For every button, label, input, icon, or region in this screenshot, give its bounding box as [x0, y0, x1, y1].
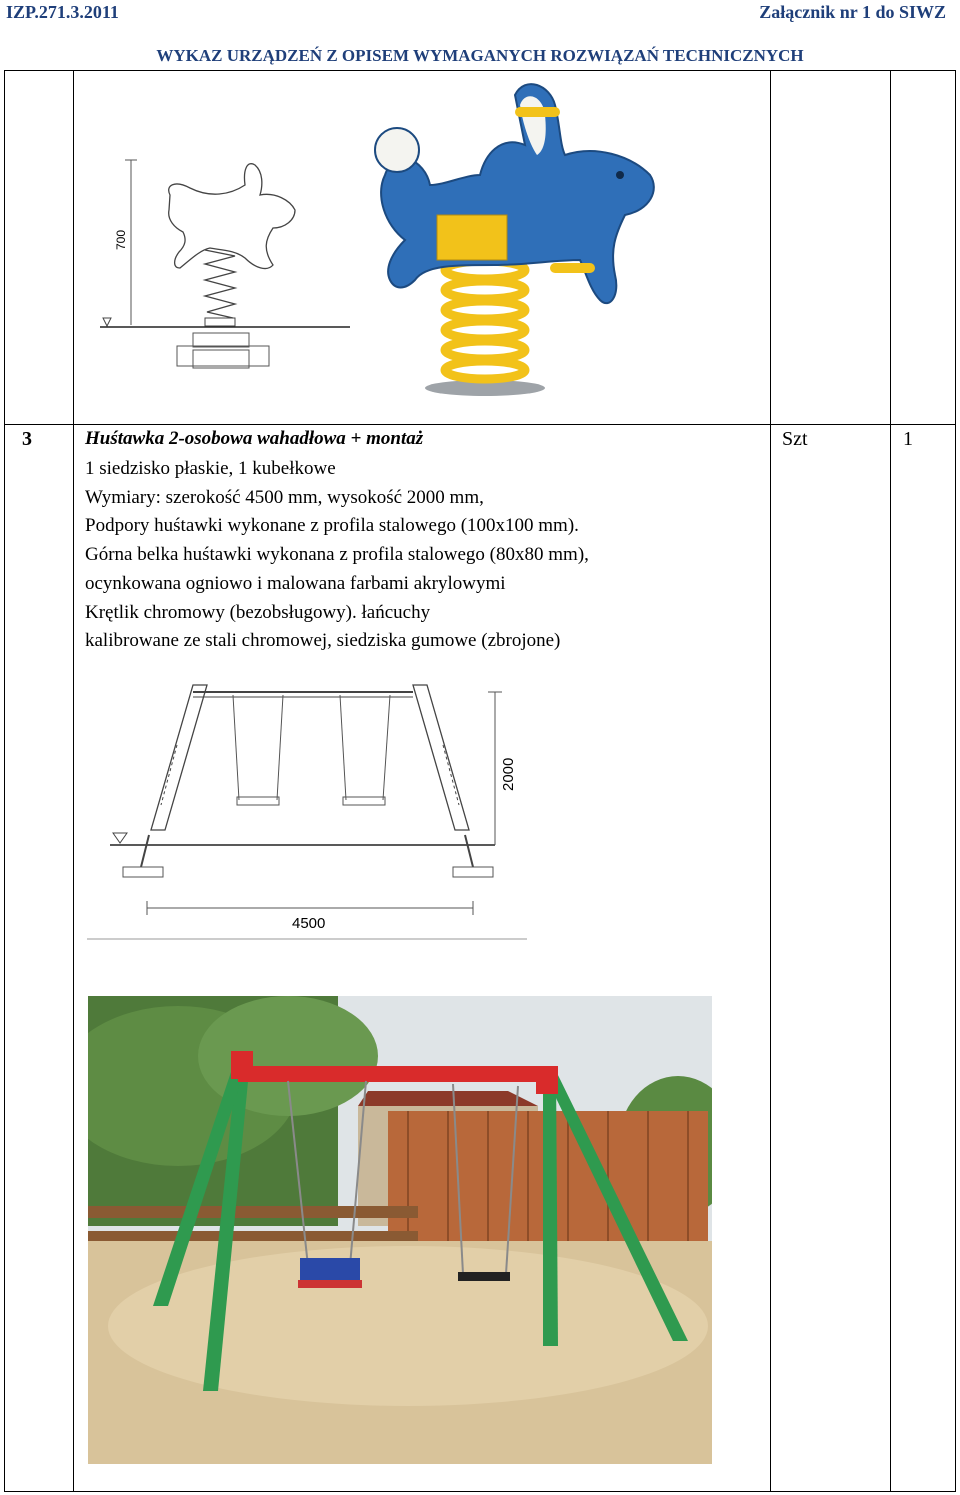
description-line: kalibrowane ze stali chromowej, siedziska gumowe (zbrojone)	[85, 630, 561, 652]
table-col-border-2	[770, 70, 771, 1492]
page-title: WYKAZ URZĄDZEŃ Z OPISEM WYMAGANYCH ROZWIĄZAŃ TECHNICZNYCH	[156, 46, 804, 65]
table-col-border-4	[955, 70, 956, 1492]
description-line: Podpory huśtawki wykonane z profila stalowego (100x100 mm).	[85, 515, 579, 537]
table-bottom-border	[4, 1491, 956, 1492]
description-line: Górna belka huśtawki wykonana z profila stalowego (80x80 mm),	[85, 544, 589, 566]
spring-rider-drawing	[95, 150, 360, 380]
item-title: Huśtawka 2-osobowa wahadłowa + montaż	[85, 428, 424, 449]
row-separator	[4, 424, 956, 425]
item-number: 3	[22, 428, 32, 450]
swing-drawing	[85, 675, 535, 945]
description-line: 1 siedzisko płaskie, 1 kubełkowe	[85, 458, 336, 479]
item-unit: Szt	[782, 428, 808, 450]
swing-width-label: 4500	[292, 915, 326, 932]
table-col-border-3	[890, 70, 891, 1492]
swing-height-label: 2000	[500, 757, 517, 791]
item-description	[85, 455, 589, 656]
document-id: IZP.271.3.2011	[6, 2, 119, 22]
table-col-border-0	[4, 70, 5, 1492]
height-dimension-label: 700	[114, 229, 128, 250]
table-col-border-1	[73, 70, 74, 1492]
spring-rider-photo	[365, 75, 660, 400]
description-line: Krętlik chromowy (bezobsługowy). łańcuchy	[85, 601, 431, 623]
swing-photo	[88, 996, 712, 1464]
item-quantity: 1	[903, 428, 913, 450]
attachment-label: Załącznik nr 1 do SIWZ	[759, 2, 946, 22]
description-line: ocynkowana ogniowo i malowana farbami akrylowymi	[85, 572, 506, 594]
table-top-border	[4, 70, 956, 71]
description-line: Wymiary: szerokość 4500 mm, wysokość 2000 mm,	[85, 486, 484, 508]
